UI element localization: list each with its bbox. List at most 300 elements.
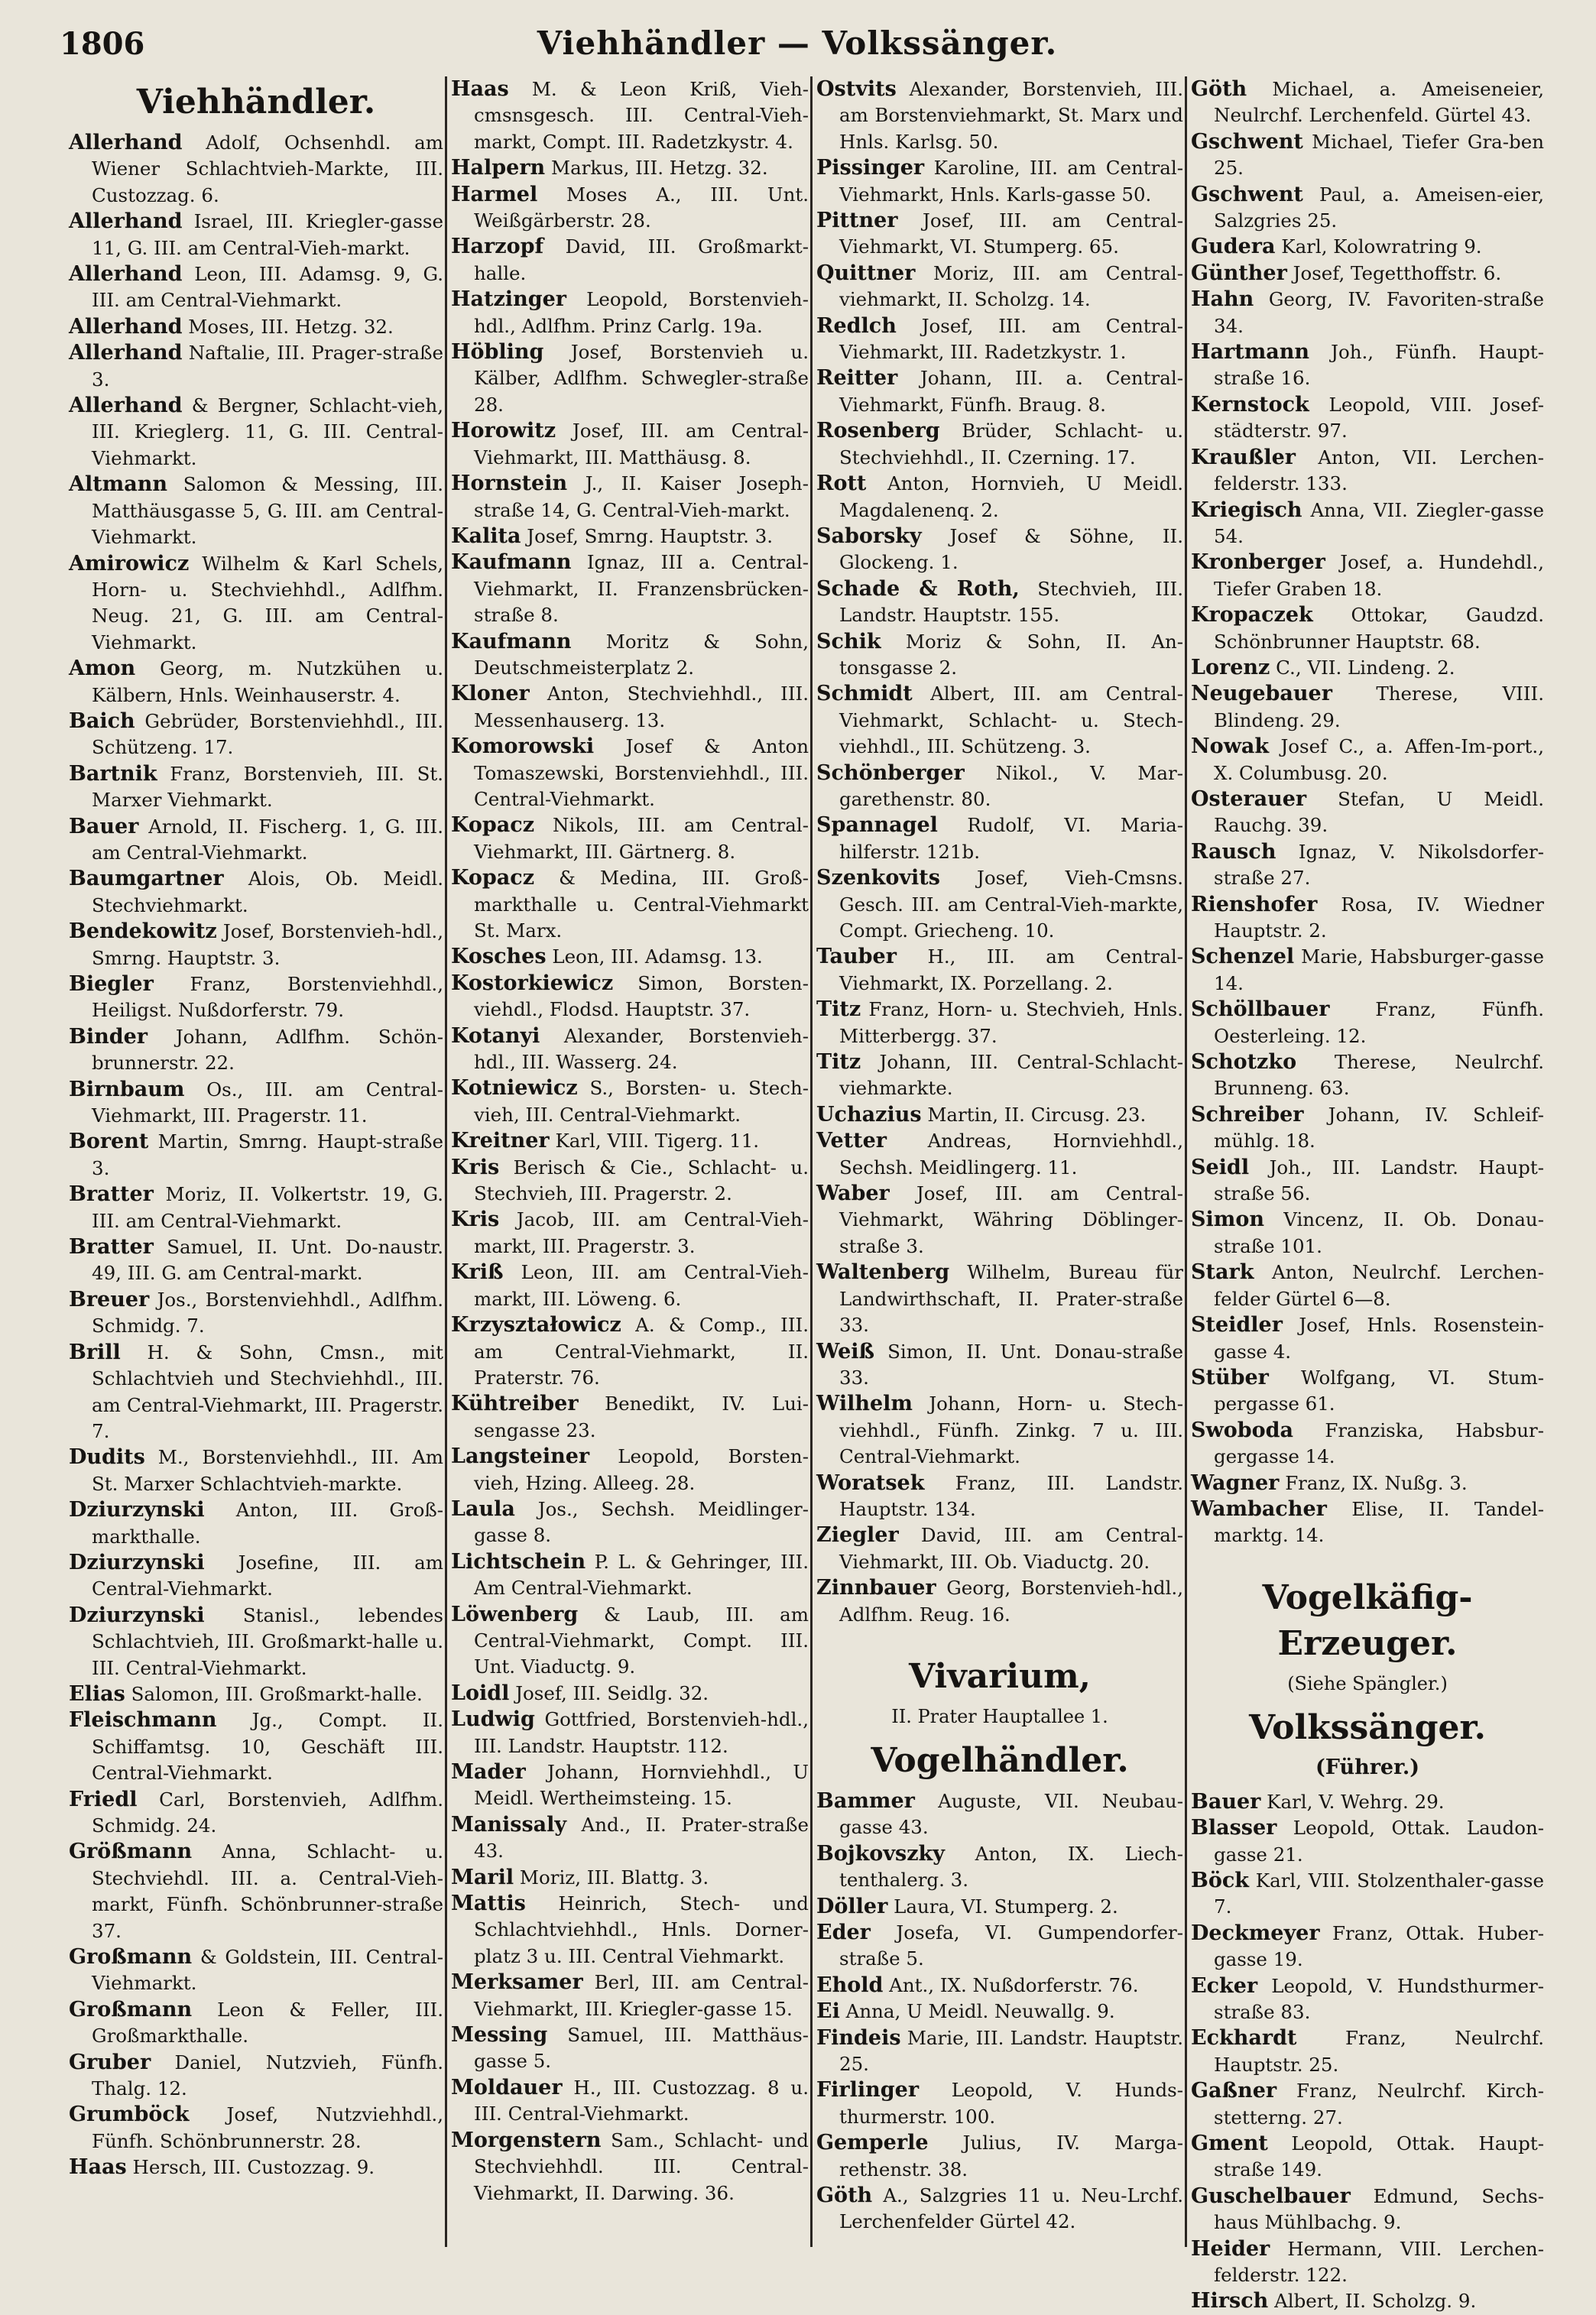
entry-name: Allerhand (69, 131, 183, 154)
entry-text: Leopold, Borsten-vieh, Hzing. Alleeg. 28. (474, 1445, 809, 1494)
entry-text: Albert, III. am Central-Viehmarkt, Schlacht- u. Stech-viehhdl., III. Schützeng. 3. (839, 683, 1183, 758)
entry-name: Loidl (451, 1681, 510, 1705)
entry-text: Michael, Tiefer Gra-ben 25. (1214, 130, 1545, 180)
directory-entry (451, 865, 809, 944)
entry-text: Karl, Kolowratring 9. (1281, 235, 1482, 258)
directory-entry (451, 1391, 809, 1444)
entry-text: Leon & Feller, III. Großmarkthalle. (92, 1998, 443, 2048)
entry-text: Karl, VIII. Stolzenthaler-gasse 7. (1214, 1869, 1544, 1918)
entry-text: Josefine, III. am Central-Viehmarkt. (92, 1551, 443, 1600)
entry-name: Heider (1191, 2236, 1270, 2261)
directory-entry (69, 866, 443, 919)
directory-entry (816, 313, 1183, 366)
directory-entry (451, 1891, 809, 1970)
entry-name: Ludwig (451, 1707, 535, 1732)
entry-text: Josef, III. am Central-Viehmarkt, VI. Stumperg. 65. (839, 209, 1183, 258)
entry-name: Titz (816, 997, 861, 1022)
directory-entry (69, 761, 443, 814)
entry-name: Stark (1191, 1260, 1254, 1285)
directory-entry (451, 550, 809, 628)
entry-name: Wilhelm (816, 1392, 913, 1416)
entry-text: Franz, Neulrchf. Kirch-stetterng. 27. (1214, 2080, 1544, 2129)
entry-text: Auguste, VII. Neubau-gasse 43. (839, 1789, 1183, 1839)
entry-name: Titz (816, 1050, 861, 1075)
directory-entry (1191, 734, 1544, 786)
entry-text: Michael, a. Ameiseneier, Neulrchf. Lerchenfeld. Gürtel 43. (1214, 78, 1545, 127)
entry-text: Karl, V. Wehrg. 29. (1267, 1790, 1445, 1813)
directory-entry (816, 629, 1183, 682)
directory-entry (1191, 2131, 1544, 2184)
entry-name: Allerhand (69, 262, 183, 287)
entry-text: Franz, Horn- u. Stechvieh, Hnls. Mitterbergg. 37. (839, 998, 1184, 1047)
directory-entry (816, 1920, 1183, 1973)
directory-entry (816, 155, 1183, 208)
directory-entry (1191, 129, 1544, 182)
entry-name: Waltenberg (816, 1260, 950, 1285)
directory-entry (1191, 1312, 1544, 1365)
entry-text: Georg, Borstenvieh-hdl., Adlfhm. Reug. 16. (839, 1577, 1183, 1626)
entry-text: Simon, II. Unt. Donau-straße 33. (839, 1340, 1183, 1389)
directory-entry (816, 1339, 1183, 1392)
entry-text: S., Borsten- u. Stech-vieh, III. Central-Viehmarkt. (474, 1077, 809, 1126)
entry-text: Israel, III. Kriegler-gasse 11, G. III. am Central-Vieh-markt. (92, 210, 443, 259)
entry-text: J., II. Kaiser Joseph-straße 14, G. Central-Vieh-markt. (474, 472, 809, 521)
page-number: 1806 (60, 26, 145, 62)
entry-name: Stüber (1191, 1365, 1269, 1389)
entry-text: Marie, Habsburger-gasse 14. (1214, 945, 1544, 994)
directory-entry (816, 2183, 1183, 2236)
entry-text: Nikol., V. Mar-garethenstr. 80. (839, 761, 1183, 810)
directory-entry (69, 1997, 443, 2050)
entry-name: Zinnbauer (816, 1576, 936, 1600)
directory-entry (1191, 261, 1544, 287)
entry-text: Wilhelm & Karl Schels, Horn- u. Stechviehhdl., Adlfhm. Neug. 21, G. III. am Central-Viehmarkt. (92, 552, 443, 653)
entry-text: Berisch & Cie., Schlacht- u. Stechvieh, III. Pragerstr. 2. (474, 1156, 809, 1205)
directory-entry (451, 1444, 809, 1496)
entry-name: Kriß (451, 1260, 504, 1285)
column-divider (1185, 76, 1187, 2247)
directory-entry (816, 1102, 1183, 1128)
directory-entry (816, 1391, 1183, 1470)
directory-entry (451, 524, 809, 550)
directory-entry (1191, 445, 1544, 498)
directory-entry (816, 524, 1183, 576)
entry-name: Ziegler (816, 1523, 899, 1548)
column-4 (1191, 76, 1545, 2313)
entry-name: Bratter (69, 1235, 154, 1260)
directory-entry (451, 76, 809, 155)
entry-name: Waber (816, 1182, 890, 1206)
directory-entry (451, 629, 809, 682)
entry-name: Mattis (451, 1892, 526, 1916)
entry-text: Salomon, III. Großmarkt-halle. (131, 1682, 423, 1705)
entry-text: Daniel, Nutzvieh, Fünfh. Thalg. 12. (92, 2051, 444, 2100)
directory-entry (816, 1999, 1183, 2025)
directory-entry (69, 1182, 443, 1234)
entry-text: Franz, Fünfh. Oesterleing. 12. (1214, 998, 1544, 1047)
entry-name: Neugebauer (1191, 682, 1332, 706)
entry-name: Blasser (1191, 1816, 1277, 1840)
directory-entry (816, 997, 1183, 1049)
entry-name: Harzopf (451, 235, 544, 259)
directory-entry (69, 1077, 443, 1130)
entry-text: Stefan, U Meidl. Rauchg. 39. (1214, 787, 1544, 837)
entry-name: Horowitz (451, 419, 556, 443)
directory-entry (1191, 1260, 1544, 1312)
entry-name: Schotzko (1191, 1050, 1297, 1075)
directory-entry (816, 1894, 1183, 1920)
directory-entry (816, 812, 1183, 865)
entry-name: Tauber (816, 945, 897, 969)
entry-text: Moriz, III. Blattg. 3. (519, 1866, 709, 1889)
entry-name: Spannagel (816, 813, 938, 838)
directory-entry (1191, 2025, 1544, 2078)
entry-name: Morgenstern (451, 2128, 602, 2152)
entry-name: Guschelbauer (1191, 2184, 1351, 2208)
entry-name: Ecker (1191, 1973, 1258, 1998)
entry-text: Martin, Smrng. Haupt-straße 3. (92, 1130, 443, 1179)
directory-entry (451, 287, 809, 339)
entry-name: Dudits (69, 1445, 145, 1470)
directory-entry (451, 812, 809, 865)
entry-name: Swoboda (1191, 1418, 1294, 1442)
entry-text: Stechvieh, III. Landstr. Hauptstr. 155. (839, 577, 1183, 627)
entry-text: Franz, III. Landstr. Hauptstr. 134. (839, 1471, 1183, 1520)
entry-name: Birnbaum (69, 1077, 185, 1101)
entry-text: Johann, III. Central-Schlacht-viehmarkte. (839, 1051, 1183, 1100)
entry-text: Moriz & Sohn, II. An-tonsgasse 2. (839, 630, 1184, 679)
entry-name: Ehold (816, 1973, 884, 1997)
entry-name: Messing (451, 2023, 548, 2048)
entry-name: Eder (816, 1921, 871, 1944)
entry-name: Gment (1191, 2132, 1268, 2156)
entry-name: Allerhand (69, 209, 183, 234)
entry-name: Elias (69, 1681, 125, 1706)
entry-name: Haas (69, 2155, 127, 2180)
entry-text: Hersch, III. Custozzag. 9. (132, 2156, 375, 2179)
entry-text: Moriz, II. Volkertstr. 19, G. III. am Central-Viehmarkt. (92, 1183, 443, 1232)
directory-entry (451, 471, 809, 524)
entry-text: Anton, IX. Liech-tenthalerg. 3. (839, 1842, 1183, 1892)
directory-entry (1191, 1868, 1544, 1921)
entry-list (451, 76, 809, 2206)
entry-name: Schöllbauer (1191, 997, 1330, 1022)
volkssaenger-subheading: (Führer.) (1315, 1755, 1420, 1779)
entry-name: Kopacz (451, 866, 535, 890)
entry-name: Maril (451, 1865, 514, 1889)
entry-text: Jos., Borstenviehhdl., Adlfhm. Schmidg. 7. (92, 1288, 443, 1337)
entry-text: Leopold, Ottak. Haupt-straße 149. (1214, 2132, 1544, 2181)
entry-name: Wagner (1191, 1470, 1280, 1495)
directory-entry (1191, 892, 1544, 945)
entry-text: Franz, Borstenviehhdl., Heiligst. Nußdorferstr. 79. (92, 973, 443, 1022)
directory-entry (451, 1681, 809, 1707)
directory-entry (451, 681, 809, 734)
entry-name: Göth (1191, 77, 1247, 101)
directory-entry (1191, 602, 1544, 655)
directory-entry (1191, 839, 1544, 892)
directory-entry (816, 760, 1183, 813)
entry-text: Markus, III. Hetzg. 32. (550, 157, 768, 180)
directory-entry (451, 1207, 809, 1260)
directory-entry (69, 2102, 443, 2155)
directory-entry (816, 2077, 1183, 2130)
entry-text: Naftalie, III. Prager-straße 3. (92, 342, 444, 391)
entry-text: Jg., Compt. II. Schiffamtsg. 10, Geschäft III. Central-Viehmarkt. (92, 1709, 443, 1785)
entry-name: Lorenz (1191, 655, 1270, 679)
entry-text: Josef, Tegetthoffstr. 6. (1293, 261, 1502, 284)
entry-text: Josef & Anton Tomaszewski, Borstenviehhdl., III. Central-Viehmarkt. (474, 735, 809, 810)
entry-name: Steidler (1191, 1313, 1283, 1337)
entry-text: Josef, Borstenvieh-hdl., Smrng. Hauptstr. 3. (92, 920, 443, 969)
entry-name: Biegler (69, 972, 154, 996)
entry-name: Günther (1191, 261, 1287, 285)
entry-name: Szenkovits (816, 866, 940, 890)
entry-name: Gudera (1191, 235, 1276, 259)
entry-name: Bartnik (69, 761, 157, 786)
entry-name: Kopacz (451, 813, 535, 838)
entry-text: Johann, IV. Schleif-mühlg. 18. (1214, 1103, 1544, 1153)
directory-entry (69, 551, 443, 657)
directory-entry (451, 339, 809, 418)
entry-name: Friedl (69, 1787, 138, 1811)
section-title-viehhaendler: Viehhändler. (136, 83, 376, 122)
entry-text: Leopold, Borstenvieh-hdl., Adlfhm. Prinz Carlg. 19a. (474, 288, 809, 337)
entry-name: Weiß (816, 1339, 875, 1363)
entry-name: Kloner (451, 682, 530, 706)
entry-name: Woratsek (816, 1470, 925, 1495)
entry-name: Wambacher (1191, 1496, 1327, 1521)
entry-name: Saborsky (816, 524, 922, 548)
entry-text: Anna, Schlacht- u. Stechviehdl. III. a. Central-Vieh-markt, Fünfh. Schönbrunner-straße 37. (92, 1840, 444, 1942)
entry-name: Kotniewicz (451, 1076, 578, 1101)
entry-text: Paul, a. Ameisen-eier, Salzgries 25. (1214, 183, 1544, 232)
directory-entry (1191, 287, 1544, 339)
directory-entry (451, 155, 809, 181)
directory-entry (69, 971, 443, 1024)
directory-entry (1191, 2078, 1544, 2131)
directory-entry (1191, 2288, 1544, 2314)
directory-entry (816, 1128, 1183, 1181)
entry-name: Kostorkiewicz (451, 971, 614, 995)
entry-name: Großmann (69, 1997, 193, 2022)
column-divider (445, 76, 447, 2247)
directory-entry (69, 1681, 443, 1707)
directory-entry (816, 1181, 1183, 1260)
entry-name: Dziurzynski (69, 1603, 205, 1627)
directory-entry (1191, 1470, 1544, 1496)
directory-entry (451, 1602, 809, 1681)
directory-entry (69, 1444, 443, 1497)
entry-name: Findeis (816, 2025, 901, 2050)
directory-entry (69, 814, 443, 867)
entry-text: Anna, U Meidl. Neuwallg. 9. (845, 2000, 1115, 2023)
directory-entry (451, 1075, 809, 1128)
vivarium-address: II. Prater Hauptallee 1. (891, 1705, 1108, 1727)
directory-entry (816, 76, 1183, 155)
directory-entry (816, 471, 1183, 524)
entry-name: Seidl (1191, 1155, 1250, 1179)
directory-entry (1191, 234, 1544, 260)
directory-entry (451, 971, 809, 1023)
directory-entry (451, 2128, 809, 2206)
entry-text: Therese, VIII. Blindeng. 29. (1214, 683, 1544, 731)
directory-entry (451, 1260, 809, 1312)
entry-text: Josef & Söhne, II. Glockeng. 1. (839, 524, 1183, 574)
entry-list (69, 130, 443, 2181)
entry-text: Leopold, VIII. Josef-städterstr. 97. (1214, 393, 1545, 443)
entry-name: Amon (69, 657, 136, 681)
entry-text: Brüder, Schlacht- u. Stechviehhdl., II. Czerning. 17. (839, 420, 1183, 469)
entry-text: H., III. am Central-Viehmarkt, IX. Porzellang. 2. (839, 945, 1183, 994)
directory-entry (1191, 2184, 1544, 2236)
directory-entry (69, 1234, 443, 1287)
entry-text: M., Borstenviehhdl., III. Am St. Marxer Schlachtvieh-markte. (92, 1446, 443, 1495)
entry-text: Os., III. am Central-Viehmarkt, III. Pragerstr. 11. (92, 1078, 443, 1127)
directory-entry (451, 418, 809, 471)
entry-name: Altmann (69, 472, 168, 497)
directory-entry (816, 1522, 1183, 1575)
entry-text: Josef, III. am Central-Viehmarkt, III. Matthäusg. 8. (474, 420, 809, 469)
directory-entry (816, 1470, 1183, 1523)
entry-name: Firlinger (816, 2078, 920, 2103)
entry-name: Kropaczek (1191, 603, 1313, 627)
entry-text: Rosa, IV. Wiedner Hauptstr. 2. (1214, 893, 1544, 942)
entry-text: Johann, Adlfhm. Schön-brunnerstr. 22. (92, 1025, 443, 1075)
entry-name: Deckmeyer (1191, 1921, 1320, 1945)
directory-entry (451, 1759, 809, 1812)
entry-name: Höbling (451, 340, 544, 365)
directory-entry (1191, 1102, 1544, 1155)
directory-entry (451, 1128, 809, 1154)
directory-entry (816, 418, 1183, 471)
entry-text: Johann, III. a. Central-Viehmarkt, Fünfh. Braug. 8. (839, 367, 1183, 416)
entry-name: Schenzel (1191, 945, 1295, 969)
entry-text: Franziska, Habsbur-gergasse 14. (1214, 1419, 1544, 1468)
entry-name: Hahn (1191, 287, 1254, 312)
entry-text: Josefa, VI. Gumpendorfer-straße 5. (839, 1921, 1183, 1970)
entry-text: A. & Comp., III. am Central-Viehmarkt, II. Praterstr. 76. (474, 1314, 809, 1389)
entry-list (816, 1788, 1183, 2236)
entry-text: C., VII. Lindeng. 2. (1276, 656, 1455, 679)
entry-text: Georg, m. Nutzkühen u. Kälbern, Hnls. Weinhauserstr. 4. (92, 657, 444, 706)
entry-text: Alois, Ob. Meidl. Stechviehmarkt. (92, 867, 443, 916)
entry-text: Franz, Ottak. Huber-gasse 19. (1214, 1921, 1545, 1971)
entry-text: Rudolf, VI. Maria-hilferstr. 121b. (839, 814, 1183, 863)
entry-text: Leon, III. Adamsg. 13. (552, 945, 763, 968)
directory-entry (816, 944, 1183, 997)
entry-name: Breuer (69, 1287, 150, 1312)
directory-entry (1191, 944, 1544, 997)
entry-text: Wolfgang, VI. Stum-pergasse 61. (1214, 1366, 1544, 1415)
directory-entry (69, 1129, 443, 1182)
entry-text: H., III. Custozzag. 8 u. III. Central-Viehmarkt. (474, 2076, 809, 2125)
entry-name: Ostvits (816, 77, 897, 101)
entry-name: Lichtschein (451, 1549, 586, 1574)
entry-text: Anton, Hornvieh, U Meidl. Magdalenenq. 2. (839, 472, 1183, 521)
entry-name: Kris (451, 1208, 500, 1232)
entry-text: Marie, III. Landstr. Hauptstr. 25. (839, 2026, 1183, 2076)
entry-list (1191, 76, 1544, 1549)
entry-text: Moses, III. Hetzg. 32. (188, 315, 394, 338)
entry-name: Gschwent (1191, 182, 1303, 206)
directory-entry (1191, 1921, 1544, 1973)
entry-text: Heinrich, Stech- und Schlachtviehhdl., Hnls. Dorner-platz 3 u. III. Central Viehmarkt. (474, 1892, 809, 1967)
directory-entry (69, 472, 443, 550)
entry-name: Kris (451, 1155, 500, 1179)
entry-text: Leopold, Ottak. Laudon-gasse 21. (1214, 1817, 1545, 1866)
entry-name: Kaufmann (451, 629, 572, 653)
entry-name: Langsteiner (451, 1444, 590, 1469)
entry-text: Josef, Vieh-Cmsns. Gesch. III. am Central-Vieh-markte, Compt. Griecheng. 10. (839, 867, 1183, 942)
directory-entry (451, 2075, 809, 2128)
entry-name: Ei (816, 1999, 840, 2024)
entry-text: Albert, II. Scholzg. 9. (1274, 2290, 1477, 2313)
entry-name: Simon (1191, 1208, 1264, 1232)
entry-name: Baumgartner (69, 867, 224, 891)
entry-text: Vincenz, II. Ob. Donau-straße 101. (1214, 1208, 1544, 1257)
entry-text: Franz, Borstenvieh, III. St. Marxer Viehmarkt. (92, 762, 443, 812)
entry-text: & Bergner, Schlacht-vieh, III. Krieglerg. 11, G. III. Central-Viehmarkt. (92, 394, 443, 469)
directory-entry (451, 1023, 809, 1076)
entry-text: Moses A., III. Unt. Weißgärberstr. 28. (474, 183, 809, 232)
directory-entry (816, 865, 1183, 944)
directory-entry (69, 393, 443, 472)
directory-entry (451, 234, 809, 287)
vogelkaefig-note: (Siehe Spängler.) (1287, 1672, 1448, 1694)
entry-text: Sam., Schlacht- und Stechviehhdl. III. Central-Viehmarkt, II. Darwing. 36. (474, 2129, 809, 2204)
entry-name: Moldauer (451, 2075, 563, 2099)
entry-name: Mader (451, 1760, 526, 1784)
entry-text: Johann, Horn- u. Stech-viehhdl., Fünfh. Zinkg. 7 u. III. Central-Viehmarkt. (839, 1393, 1183, 1468)
entry-name: Eckhardt (1191, 2026, 1297, 2051)
section-title-vogelkaefig: Vogelkäfig-Erzeuger. (1262, 1577, 1473, 1663)
entry-name: Krzyształowicz (451, 1313, 621, 1337)
entry-text: H. & Sohn, Cmsn., mit Schlachtvieh und Stechviehhdl., III. am Central-Viehmarkt, III. Pragerstr. 7. (92, 1341, 443, 1442)
entry-name: Hartmann (1191, 340, 1310, 365)
entry-name: Laula (451, 1496, 515, 1521)
entry-text: Josef, III. am Central-Viehmarkt, Währing Döblinger-straße 3. (839, 1182, 1184, 1257)
directory-entry (69, 1707, 443, 1786)
directory-entry (69, 1603, 443, 1681)
entry-text: Andreas, Hornviehhdl., Sechsh. Meidlingerg. 11. (839, 1130, 1183, 1179)
entry-text: Anton, VII. Lerchen-felderstr. 133. (1214, 446, 1544, 495)
entry-name: Vetter (816, 1129, 887, 1153)
directory-entry (816, 1973, 1183, 1999)
entry-name: Quittner (816, 261, 916, 285)
entry-text: Ignaz, III a. Central-Viehmarkt, II. Franzensbrücken-straße 8. (474, 551, 809, 627)
section-title-vivarium: Vivarium, (909, 1656, 1091, 1696)
directory-entry (816, 1575, 1183, 1628)
entry-name: Grumböck (69, 2103, 190, 2127)
entry-name: Reitter (816, 366, 898, 391)
entry-text: Leopold, V. Hundsthurmer-straße 83. (1214, 1974, 1544, 2023)
directory-entry (451, 1155, 809, 1208)
directory-entry (451, 944, 809, 970)
entry-name: Rosenberg (816, 419, 940, 443)
entry-text: Julius, IV. Marga-rethenstr. 38. (839, 2132, 1183, 2180)
entry-text: & Goldstein, III. Central-Viehmarkt. (92, 1946, 443, 1995)
entry-name: Rausch (1191, 839, 1276, 864)
entry-name: Pissinger (816, 156, 925, 180)
column-2 (451, 76, 809, 2262)
entry-name: Hornstein (451, 472, 568, 496)
entry-name: Gaßner (1191, 2079, 1277, 2103)
entry-text: Simon, Borsten-viehdl., Flodsd. Hauptstr. 37. (474, 971, 809, 1021)
entry-name: Allerhand (69, 314, 183, 339)
directory-entry (451, 1707, 809, 1759)
entry-text: Samuel, II. Unt. Do-naustr. 49, III. G. am Central-markt. (92, 1236, 443, 1285)
